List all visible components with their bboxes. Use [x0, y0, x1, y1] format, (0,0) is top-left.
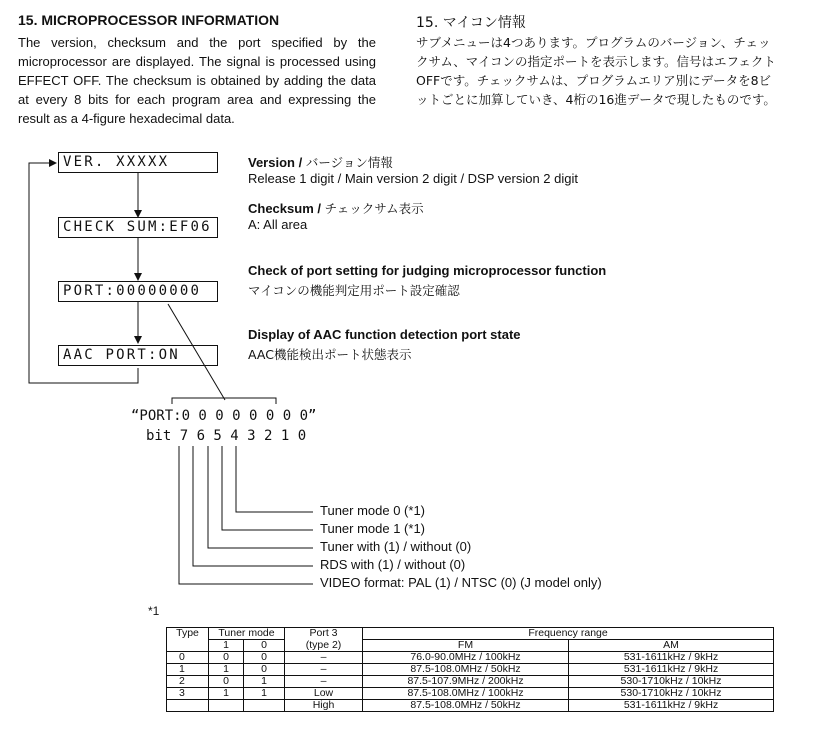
desc-port-title: Check of port setting for judging microprocessor function [248, 263, 607, 278]
bit3-label: RDS with (1) / without (0) [320, 557, 466, 572]
header-bit0: 0 [244, 640, 285, 652]
bit0-label: Tuner mode 0 (*1) [320, 503, 426, 518]
header-fm: FM [363, 640, 569, 652]
header-bit1: 1 [209, 640, 244, 652]
section-body-en: The version, checksum and the port specified by the microprocessor are displayed. The signal is processed using EFFECT OFF. The checksum is obtained by adding the data at every 8 bits for each program area and expressing the result as a 4-figure hexadecimal data. [18, 35, 376, 126]
table-row: 0 0 0 – 76.0-90.0MHz / 100kHz 531-1611kHz / 9kHz [167, 652, 774, 664]
section-title-en: 15. MICROPROCESSOR INFORMATION [18, 12, 280, 28]
footnote-marker: *1 [148, 604, 160, 618]
table-header-row [167, 628, 774, 640]
lcd-checksum: CHECK SUM:EF06 [58, 217, 218, 238]
header-port3: Port 3 [285, 628, 363, 640]
lcd-port: PORT:00000000 [58, 281, 218, 302]
bit4-label: VIDEO format: PAL (1) / NTSC (0) (J model only) [320, 575, 602, 590]
lcd-version: VER. XXXXX [58, 152, 218, 173]
bit-index-row: bit 7 6 5 4 3 2 1 0 [146, 428, 307, 444]
bit0-leader [236, 446, 313, 512]
header-am: AM [569, 640, 774, 652]
frequency-table [166, 627, 774, 712]
bit1-label: Tuner mode 1 (*1) [320, 521, 426, 536]
table-row: 3 1 1 Low 87.5-108.0MHz / 100kHz 530-1710kHz / 10kHz [167, 688, 774, 700]
table-row: High 87.5-108.0MHz / 50kHz 531-1611kHz / 9kHz [167, 700, 774, 712]
desc-aac-sub: AAC機能検出ポート状態表示 [248, 347, 412, 362]
desc-port-sub: マイコンの機能判定用ポート設定確認 [248, 283, 460, 298]
bit2-leader [208, 446, 313, 548]
port-readout: “PORT:0 0 0 0 0 0 0 0” [131, 408, 317, 424]
table-row: 1 1 0 – 87.5-108.0MHz / 50kHz 531-1611kHz / 9kHz [167, 664, 774, 676]
desc-aac-title: Display of AAC function detection port state [248, 327, 521, 342]
section-body-jp: サブメニューは4つあります。プログラムのバージョン、チェックサム、マイコンの指定ポートを表示します。信号はエフェクトOFFです。チェックサムは、プログラムエリア別にデータを8ビットごとに加算していき、4桁の16進データで現したものです。 [416, 35, 776, 107]
table-subheader-row [167, 640, 774, 652]
header-frequency-range: Frequency range [363, 628, 774, 640]
table-row: 2 0 1 – 87.5-107.9MHz / 200kHz 530-1710kHz / 10kHz [167, 676, 774, 688]
bit2-label: Tuner with (1) / without (0) [320, 539, 472, 554]
desc-checksum-sub: A: All area [248, 217, 308, 232]
lcd-aac-port: AAC PORT:ON [58, 345, 218, 366]
header-tuner-mode: Tuner mode [209, 628, 285, 640]
desc-version-title: Version / バージョン情報 [248, 155, 393, 170]
header-port3-sub: (type 2) [285, 640, 363, 652]
bit4-leader [179, 446, 313, 584]
desc-checksum-title: Checksum / チェックサム表示 [248, 201, 424, 216]
section-title-jp: 15. マイコン情報 [416, 15, 526, 31]
header-type: Type [167, 628, 209, 640]
desc-version-sub: Release 1 digit / Main version 2 digit / DSP version 2 digit [248, 171, 578, 186]
